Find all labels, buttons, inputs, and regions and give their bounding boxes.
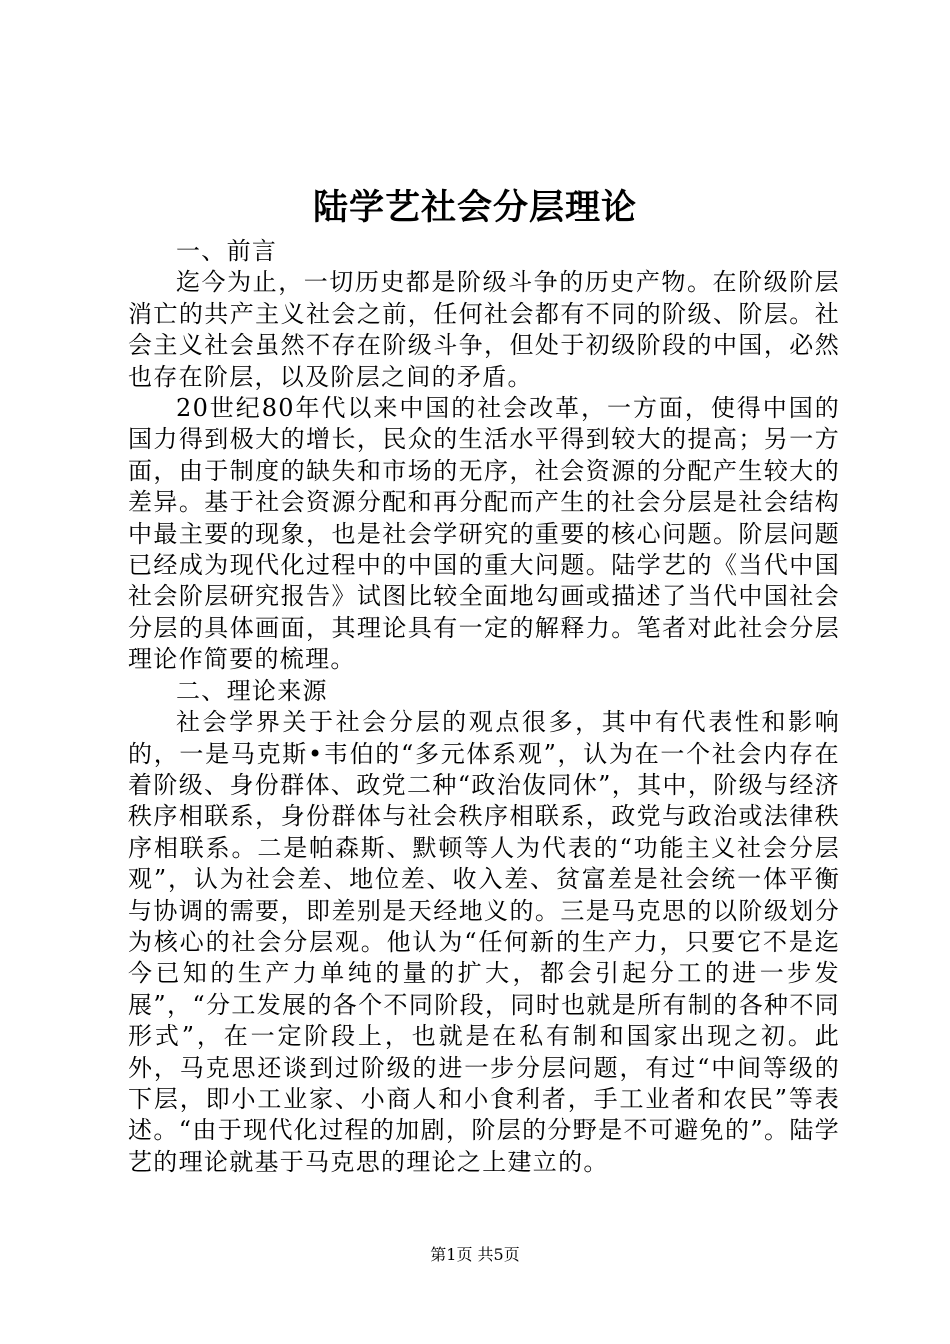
paragraph: 20世纪80年代以来中国的社会改革，一方面，使得中国的国力得到极大的增长，民众的生活水平得到较大的提高；另一方面，由于制度的缺失和市场的无序，社会资源的分配产生较大的差异。基于社会资源分配和再分配而产生的社会分层是社会结构中最主要的现象，也是社会学研究的重要的核心问题。阶层问题已经成为现代化过程中的中国的重大问题。陆学艺的《当代中国社会阶层研究报告》试图比较全面地勾画或描述了当代中国社会分层的具体画面，其理论具有一定的解释力。笔者对此社会分层理论作简要的梳理。 xyxy=(128,394,840,674)
section-heading-preface: 一、前言 xyxy=(176,237,278,265)
section-heading-theory-source: 二、理论来源 xyxy=(176,676,328,705)
document-body xyxy=(128,236,840,1178)
paragraph: 社会学界关于社会分层的观点很多，其中有代表性和影响的，一是马克斯•韦伯的“多元体系观”，认为在一个社会内存在着阶级、身份群体、政党二种“政治伖同休”，其中，阶级与经济秩序相联系，身份群体与社会秩序相联系，政党与政治或法律秩序相联系。二是帕森斯、默顿等人为代表的“功能主义社会分层观”，认为社会差、地位差、收入差、贫富差是社会统一体平衡与协调的需要，即差别是天经地义的。三是马克思的以阶级划分为核心的社会分层观。他认为“任何新的生产力，只要它不是迄今已知的生产力单纯的量的扩大，都会引起分工的进一步发展”，“分工发展的各个不同阶段，同时也就是所有制的各种不同形式”，在一定阶段上，也就是在私有制和国家出现之初。此外，马克思还谈到过阶级的进一步分层问题，有过“中间等级的下层，即小工业家、小商人和小食利者，手工业者和农民”等表述。“由于现代化过程的加剧，阶层的分野是不可避免的”。陆学艺的理论就基于马克思的理论之上建立的。 xyxy=(128,708,840,1176)
document-title: 陆学艺社会分层理论 xyxy=(312,187,637,228)
page-number-footer: 第1页 共5页 xyxy=(430,1245,520,1264)
paragraph: 迄今为止，一切历史都是阶级斗争的历史产物。在阶级阶层消亡的共产主义社会之前，任何社会都有不同的阶级、阶层。社会主义社会虽然不存在阶级斗争，但处于初级阶段的中国，必然也存在阶层，以及阶层之间的矛盾。 xyxy=(128,268,840,391)
